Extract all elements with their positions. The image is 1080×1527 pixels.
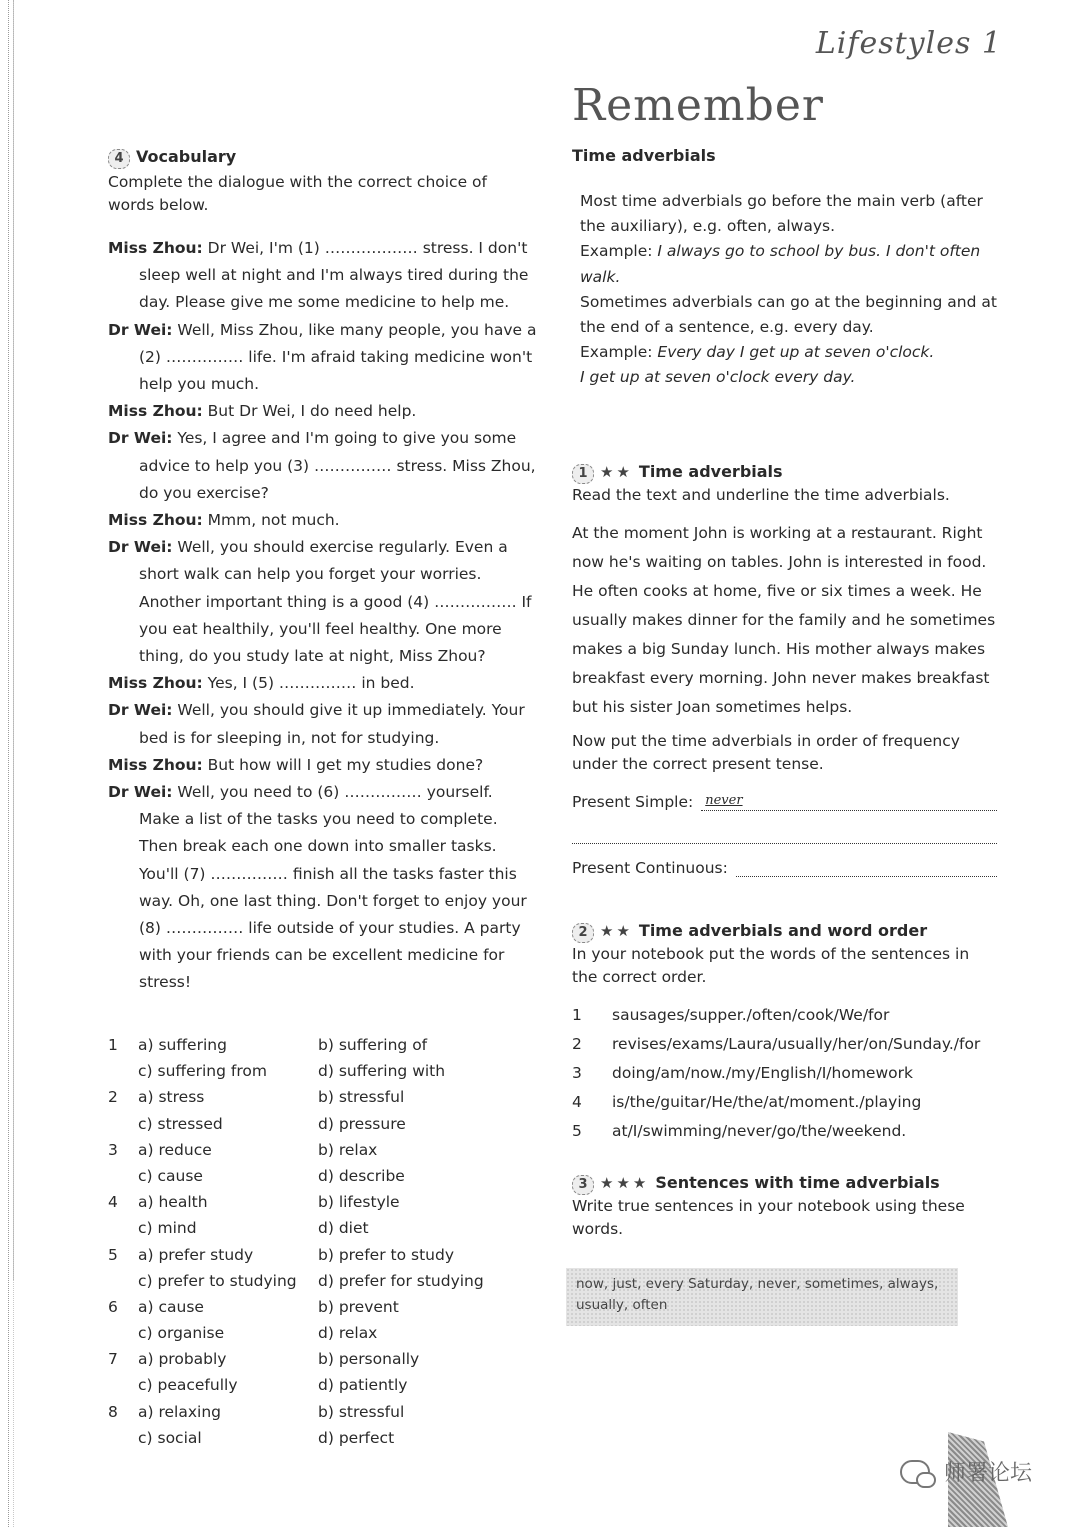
dialogue-turn (108, 752, 538, 779)
exercise-3-title: Sentences with time adverbials (655, 1173, 940, 1192)
answer-options (108, 1032, 538, 1451)
option-d: d) diet (318, 1219, 369, 1238)
remember-rules (572, 189, 997, 391)
option-row (108, 1215, 538, 1241)
option-d: d) perfect (318, 1428, 395, 1447)
option-a: a) probably (138, 1350, 227, 1369)
option-d: d) prefer for studying (318, 1271, 484, 1290)
list-item (572, 1088, 997, 1117)
option-a: a) health (138, 1193, 208, 1212)
vocabulary-section (108, 147, 538, 997)
answer-line[interactable] (572, 825, 997, 844)
exercise-1 (572, 462, 997, 877)
example-label: Example: (580, 242, 658, 261)
item-text: is/the/guitar/He/the/at/moment./playing (612, 1093, 922, 1111)
dialogue-turn (108, 235, 538, 317)
speaker: Miss Zhou: (108, 511, 203, 530)
option-number (108, 1268, 138, 1294)
option-c: c) prefer to studying (138, 1271, 297, 1290)
turn-text: Well, you should exercise regularly. Even a short walk can help you forget your worries. Another important thing is a good (4) ……………. If you eat healthily, you'll feel healthy. One more thing, do you study late at night, Miss Zhou? (139, 538, 532, 666)
item-text: revises/exams/Laura/usually/her/on/Sunday./for (612, 1035, 981, 1053)
option-row (108, 1294, 538, 1320)
difficulty-stars: ★★ (600, 463, 633, 481)
dialogue-turn (108, 317, 538, 399)
item-number: 3 (572, 1064, 582, 1082)
option-b: b) relax (318, 1140, 378, 1159)
exercise-number-badge: 1 (572, 464, 594, 484)
speaker: Dr Wei: (108, 320, 173, 339)
vocabulary-heading (108, 147, 538, 169)
option-number: 1 (108, 1036, 118, 1054)
option-row (108, 1137, 538, 1163)
option-number (108, 1320, 138, 1346)
sentence-list (572, 1001, 997, 1146)
present-continuous-answer-line[interactable] (736, 858, 997, 877)
exercise-1-title: Time adverbials (638, 462, 783, 481)
option-row (108, 1372, 538, 1398)
present-continuous-row (572, 858, 997, 877)
turn-text: But Dr Wei, I do need help. (202, 402, 417, 421)
option-row (108, 1111, 538, 1137)
option-c: c) stressed (138, 1114, 223, 1133)
scan-edge-inner (13, 0, 15, 1280)
option-a: a) suffering (138, 1036, 227, 1054)
item-number: 2 (572, 1035, 582, 1053)
example-text: Every day I get up at seven o'clock. (657, 343, 935, 362)
option-number: 3 (108, 1140, 118, 1159)
list-item (572, 1059, 997, 1088)
rule-text: Most time adverbials go before the main verb (after the auxiliary), e.g. often, always. (580, 192, 983, 236)
option-b: b) stressful (318, 1088, 405, 1107)
exercise-2 (572, 921, 997, 1146)
option-number (108, 1058, 138, 1084)
option-c: c) peacefully (138, 1376, 238, 1395)
example-text: I always go to school by bus. I don't often walk. (580, 242, 981, 286)
option-d: d) relax (318, 1324, 378, 1343)
dialogue (108, 235, 538, 997)
exercise-2-title: Time adverbials and word order (638, 921, 928, 940)
remember-title: Remember (572, 80, 824, 131)
example-line (580, 340, 997, 365)
watermark-text: 师署论坛 (944, 1461, 1033, 1486)
exercise-number-badge: 4 (108, 149, 130, 169)
present-simple-label: Present Simple: (572, 793, 694, 811)
dialogue-turn (108, 425, 538, 507)
option-a: a) stress (138, 1088, 205, 1107)
turn-text: Yes, I agree and I'm going to give you some advice to help you (3) …………… stress. Miss Zhou, do you exercise? (139, 429, 536, 502)
page-header: Lifestyles 1 (815, 26, 1002, 61)
option-b: b) personally (318, 1350, 420, 1369)
vocabulary-title: Vocabulary (136, 147, 237, 166)
watermark (900, 1456, 1032, 1487)
option-d: d) suffering with (318, 1062, 446, 1081)
reading-text: At the moment John is working at a restaurant. Right now he's waiting on tables. John is interested in food. He often cooks at home, five or six times a week. He usually makes dinner for the family and he sometimes makes a big Sunday lunch. His mother always makes breakfast every morning. John never makes breakfast but his sister Joan sometimes helps. (572, 524, 996, 716)
dialogue-turn (108, 398, 538, 425)
item-text: sausages/supper./often/cook/We/for (612, 1006, 890, 1024)
remember-box (572, 146, 997, 391)
speaker: Dr Wei: (108, 429, 173, 448)
present-simple-answer-line[interactable] (701, 792, 997, 811)
option-number (108, 1215, 138, 1241)
option-row (108, 1268, 538, 1294)
exercise-2-instruction: In your notebook put the words of the sentences in the correct order. (572, 945, 970, 986)
option-number (108, 1372, 138, 1398)
option-number: 8 (108, 1402, 118, 1421)
option-d: d) describe (318, 1166, 405, 1185)
dialogue-turn (108, 507, 538, 534)
exercise-1-instruction-2: Now put the time adverbials in order of frequency under the correct present tense. (572, 732, 960, 773)
option-number (108, 1163, 138, 1189)
option-number: 4 (108, 1193, 118, 1212)
vocabulary-instruction: Complete the dialogue with the correct choice of words below. (108, 173, 487, 214)
option-row (108, 1346, 538, 1372)
option-d: d) pressure (318, 1114, 406, 1133)
item-number: 5 (572, 1122, 582, 1140)
turn-text: Mmm, not much. (202, 511, 340, 530)
option-number: 2 (108, 1088, 118, 1107)
speaker: Dr Wei: (108, 701, 173, 720)
option-a: a) cause (138, 1297, 204, 1316)
exercise-number-badge: 2 (572, 923, 594, 943)
option-a: a) reduce (138, 1140, 212, 1159)
turn-text: Well, Miss Zhou, like many people, you have a (2) …………… life. I'm afraid taking medicine won't help you much. (139, 320, 537, 394)
dialogue-turn (108, 534, 538, 670)
exercise-2-heading (572, 921, 997, 943)
turn-text: Yes, I (5) …………… in bed. (202, 674, 415, 693)
option-c: c) mind (138, 1219, 197, 1238)
exercise-3 (572, 1173, 997, 1241)
example-line (580, 239, 997, 289)
option-row (108, 1189, 538, 1215)
dialogue-turn (108, 779, 538, 997)
speaker: Miss Zhou: (108, 674, 203, 693)
item-number: 1 (572, 1006, 582, 1024)
difficulty-stars: ★★★ (600, 1174, 650, 1192)
present-simple-row (572, 792, 997, 811)
option-number: 7 (108, 1350, 118, 1369)
example-label: Example: (580, 343, 658, 362)
item-number: 4 (572, 1093, 582, 1111)
remember-subtitle: Time adverbials (572, 146, 716, 165)
option-row (108, 1425, 538, 1451)
option-row (108, 1032, 538, 1058)
option-c: c) suffering from (138, 1062, 267, 1081)
handwritten-answer: never (705, 793, 743, 808)
item-text: doing/am/now./my/English/I/homework (612, 1064, 913, 1082)
dialogue-turn (108, 670, 538, 697)
exercise-3-instruction: Write true sentences in your notebook using these words. (572, 1197, 965, 1238)
list-item (572, 1001, 997, 1030)
option-number (108, 1111, 138, 1137)
option-number: 5 (108, 1245, 118, 1264)
exercise-number-badge: 3 (572, 1175, 594, 1195)
option-c: c) social (138, 1428, 202, 1447)
difficulty-stars: ★★ (600, 922, 633, 940)
option-row (108, 1399, 538, 1425)
example-text: I get up at seven o'clock every day. (580, 368, 856, 387)
option-b: b) stressful (318, 1402, 405, 1421)
option-b: b) suffering of (318, 1036, 428, 1054)
option-d: d) patiently (318, 1376, 408, 1395)
speaker: Miss Zhou: (108, 239, 203, 257)
option-b: b) lifestyle (318, 1193, 400, 1212)
exercise-3-heading (572, 1173, 997, 1195)
turn-text: Well, you need to (6) …………… yourself. Make a list of the tasks you need to complete. Then break each one down into smaller tasks. You'll (7) …………… finish all the tasks faster this way. Oh, one last thing. Don't forget to enjoy your (8) …………… life outside of your studies. A party with your friends can be excellent medicine for stress! (139, 783, 527, 992)
speaker: Miss Zhou: (108, 755, 203, 774)
option-number (108, 1425, 138, 1451)
wechat-icon (900, 1460, 930, 1484)
option-c: c) organise (138, 1324, 225, 1343)
option-row (108, 1320, 538, 1346)
exercise-1-heading (572, 462, 997, 484)
list-item (572, 1117, 997, 1146)
option-a: a) prefer study (138, 1245, 254, 1264)
speaker: Miss Zhou: (108, 402, 203, 421)
turn-text: Dr Wei, I'm (1) ……………… stress. I don't sleep well at night and I'm always tired during the day. Please give me some medicine to help me. (139, 239, 529, 312)
option-row (108, 1242, 538, 1268)
option-b: b) prefer to study (318, 1245, 454, 1264)
option-number: 6 (108, 1297, 118, 1316)
option-row (108, 1163, 538, 1189)
turn-text: Well, you should give it up immediately. Your bed is for sleeping in, not for studying. (139, 701, 525, 747)
item-text: at/I/swimming/never/go/the/weekend. (612, 1122, 907, 1140)
turn-text: But how will I get my studies done? (202, 755, 484, 774)
speaker: Dr Wei: (108, 783, 173, 802)
option-row (108, 1058, 538, 1084)
word-box: now, just, every Saturday, never, sometimes, always, usually, often (566, 1268, 958, 1326)
option-a: a) relaxing (138, 1402, 221, 1421)
rule-text: Sometimes adverbials can go at the beginning and at the end of a sentence, e.g. every day. (580, 292, 997, 337)
present-continuous-label: Present Continuous: (572, 859, 728, 877)
speaker: Dr Wei: (108, 538, 173, 557)
option-b: b) prevent (318, 1297, 399, 1316)
option-c: c) cause (138, 1166, 203, 1185)
dialogue-turn (108, 697, 538, 751)
exercise-1-instruction: Read the text and underline the time adverbials. (572, 486, 950, 504)
answer-line-extra (572, 825, 997, 844)
option-row (108, 1084, 538, 1110)
list-item (572, 1030, 997, 1059)
